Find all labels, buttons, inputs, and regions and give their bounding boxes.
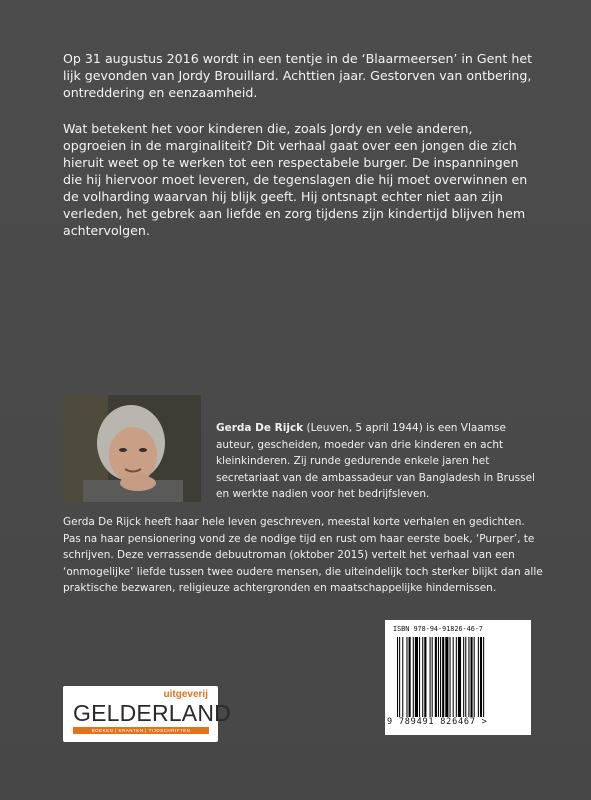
author-bio (216, 420, 546, 503)
blurb-paragraph-2: Wat betekent het voor kinderen die, zoals Jordy en vele anderen, opgroeien in de marginaliteit? Dit verhaal gaat over een jongen die zich hieruit weet op te werken tot een respectabele burger. De inspanningen die hij hiervoor moet leveren, de tegenslagen die hij moet overwinnen en de volharding waarvan hij blijk geeft. Hij ontsnapt echter niet aan zijn verleden, het gebrek aan liefde en zorg tijdens zijn kindertijd blijven hem achtervolgen. (63, 121, 528, 238)
publisher-logo (63, 686, 231, 742)
isbn-label: ISBN 978-94-91826-46-7 (393, 625, 484, 633)
barcode-bars (393, 637, 525, 717)
author-photo (63, 395, 201, 502)
publisher-name: GELDERLAND (73, 700, 231, 726)
author-bio-text: (Leuven, 5 april 1944) is een Vlaamse auteur, gescheiden, moeder van drie kinderen en acht kleinkinderen. Zij runde gedurende enkele jaren het secretariaat van de ambassadeur van Bangladesh in Brussel en werkte nadien voor het bedrijfsleven. (216, 422, 535, 500)
publisher-subline: BOEKEN | KRANTEN | TIJDSCHRIFTEN (73, 727, 209, 734)
isbn-digits: 9 789491 826467 > (387, 717, 488, 727)
blurb-paragraph-1: Op 31 augustus 2016 wordt in een tentje in de ‘Blaarmeersen’ in Gent het lijk gevonden van Jordy Brouillard. Achttien jaar. Gestorven van ontbering, ontreddering en eenzaamheid. (63, 51, 533, 100)
publisher-tagline: uitgeverij (163, 689, 208, 700)
author-bio-paragraph-2: Gerda De Rijck heeft haar hele leven geschreven, meestal korte verhalen en gedichten. Pas na haar pensionering vond ze de nodige tijd en rust om haar eerste boek, ‘Purper’, te schrijven. Deze verrassende debuutroman (oktober 2015) vertelt het verhaal van een ‘onmogelijke’ liefde tussen twee oudere mensen, die uiteindelijk toch sterker blijkt dan alle praktische bezwaren, religieuze achtergronden en maatschappelijke hindernissen. (63, 516, 543, 594)
author-name: Gerda De Rijck (216, 422, 304, 434)
isbn-barcode (385, 620, 531, 735)
